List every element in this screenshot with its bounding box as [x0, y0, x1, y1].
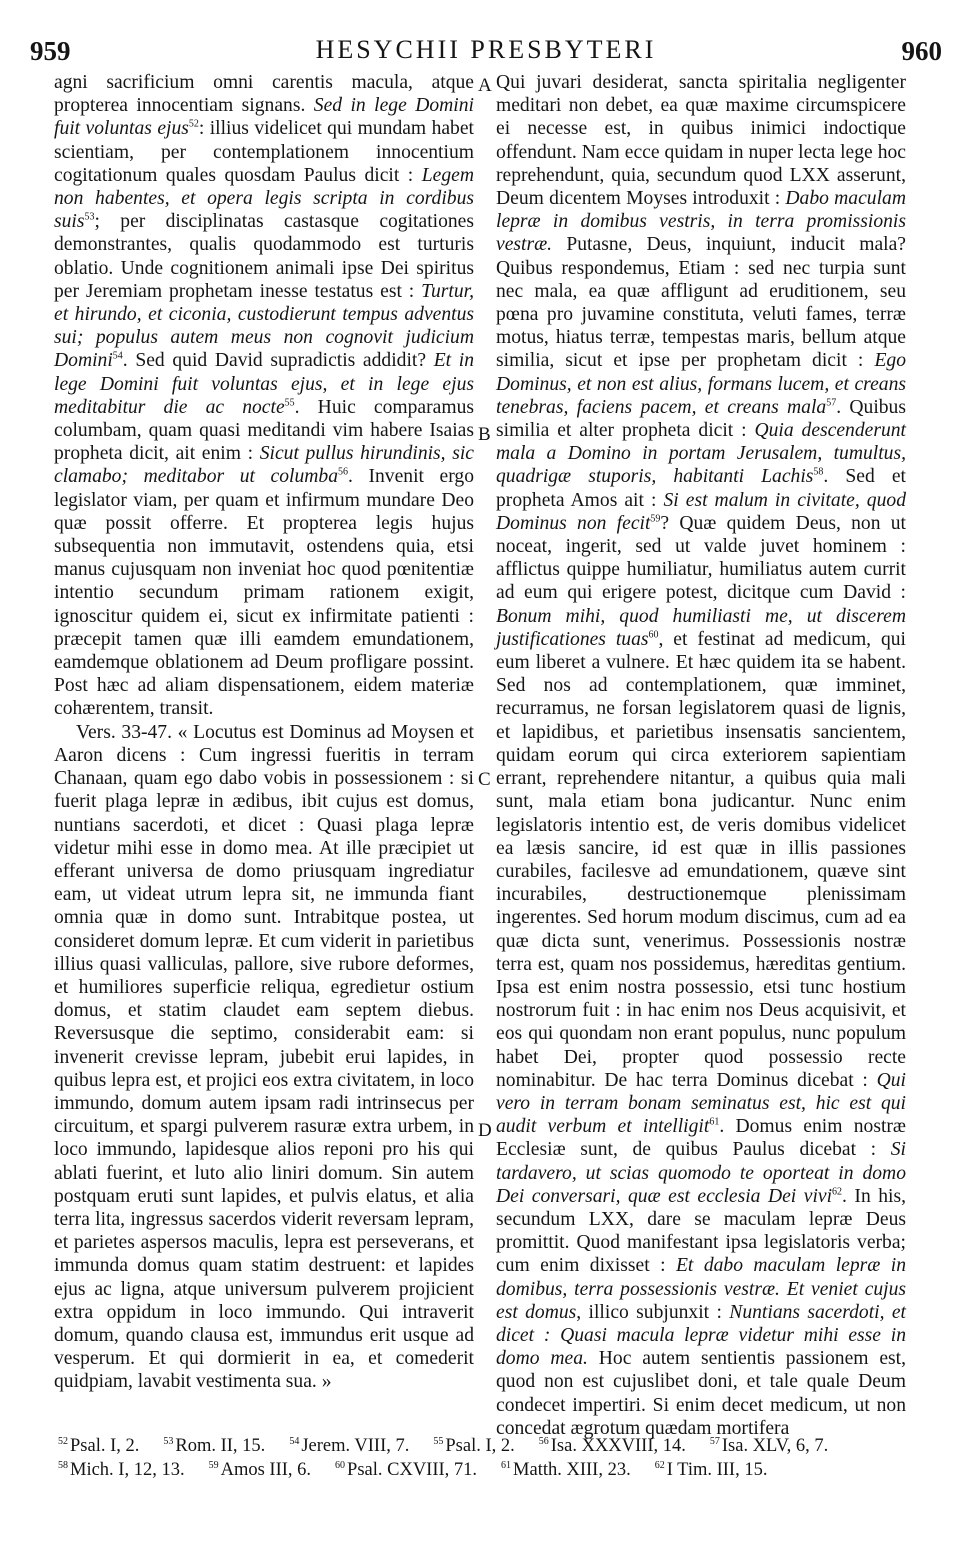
text-segment: Qui juvari desiderat, sancta spiritalia negligenter meditari non debet, ea quæ maxime circumspicere ei necesse est, in quibus inimici indoctique offendunt. Nam ecce quidam in nuper lecta lege hoc reprehendunt, quia, secundum quod LXX asserunt, Deum dicentem Moyses introduxit :	[496, 72, 906, 210]
italic-quote: Turtur, et hirundo, et ciconia, custodierunt tempus adventus sui; populus autem meus non cognovit judicium Domini	[54, 280, 474, 372]
column-number-left: 959	[30, 36, 71, 66]
footnote-text: Amos III, 6.	[220, 1460, 312, 1480]
footnote-number: 62	[654, 1459, 665, 1471]
footnote-text: Isa. XLV, 6, 7.	[721, 1436, 829, 1456]
text-segment: agni sacrificium omni carentis macula, atque propterea innocentiam signans.	[54, 72, 474, 117]
margin-marker-a: A	[478, 75, 492, 96]
text-segment: ; per disciplinatas castasque cogitationes demonstrantes, qualis quodammodo est turturis oblatio. Unde cognitionem animali ipse Dei spiritus per Jeremiam prophetam inesse testatus est :	[54, 211, 474, 302]
margin-marker-d: D	[478, 1120, 492, 1141]
footnote-ref: 54	[112, 350, 123, 362]
text-segment: . Domus enim nostræ Ecclesiæ sunt, de quibus Paulus dicebat :	[496, 1116, 906, 1161]
footnote	[335, 1458, 477, 1482]
page-header	[30, 32, 942, 72]
right-paragraph-1	[496, 71, 906, 1440]
text-segment: . Quibus similia et alter propheta dicit :	[496, 396, 906, 442]
footnote	[58, 1434, 139, 1458]
footnote-text: Psal. I, 2.	[445, 1436, 515, 1456]
footnote-ref: 55	[284, 397, 295, 409]
text-segment: Hoc autem sentientis passionem est, quod non est cujuslibet doni, et tale quale Deum condecet impertiri. Si enim decet medicum, ut non concedat ægrotum quædam mortifera	[496, 1348, 907, 1439]
left-paragraph-2: Vers. 33-47. « Locutus est Dominus ad Moysen et Aaron dicens : Cum ingressi fueritis in terram Chanaan, quam ego dabo vobis in possessionem : si fuerit plaga lepræ in ædibus, ibit cujus est domus, nuntians sacerdoti, et dicet : Quasi plaga lepræ videtur mihi esse in domo mea. At ille præcipiet ut efferant universa de domo priusquam ingrediatur eam, ut videat utrum lepra sit, ne immunda fiant omnia quæ in domo sunt. Intrabitque postea, ut consideret domum lepræ. Et cum viderit in parietibus illius quasi valliculas, pallore, sive rubore deformes, et humiliores superficie reliqua, egredietur ostium domus, et statim claudet eam septem diebus. Reversusque die septimo, considerabit eam: si invenerit crevisse lepram, jubebit erui lapides, in quibus lepra est, et projici eos extra civitatem, in loco immundo, domum autem ipsam radi intrinsecus per circuitum, et spargi pulverem rasuræ extra urbem, in loco immundo, lapidesque alios reponi pro his qui ablati fuerint, et luto alio liniri domum. Sin autem postquam eruti sunt lapides, et pulvis elatus, et alia terra lita, ingressus sacerdos viderit reversam lepram, et parietes aspersos maculis, lepra est perseverans, et immunda domus quam statim destruent: et lapides ejus ac ligna, atque universum pulverem projicient extra oppidum in loco immundo. Qui intraverit domum, quando clausa est, immundus erit usque ad vesperum. Et qui dormierit in ea, et comederit quidpiam, lavabit vestimenta sua. »	[54, 721, 474, 1393]
footnote-ref: 57	[826, 397, 837, 409]
text-segment: Putasne, Deus, inquiunt, inducit mala? Quibus respondemus, Etiam : sed nec turpia sunt nec mala, ea quæ affligunt ad eruditionem, seu pœna pro juvamine constituta, veluti fames, terræ motus, hiatus terræ, tempestas maris, bellum atque similia, sicut et ipse per prophetam dicit :	[496, 234, 906, 372]
footnote-number: 59	[208, 1459, 219, 1471]
footnote-text: Rom. II, 15.	[175, 1436, 266, 1456]
footnote-text: Psal. CXVIII, 71.	[347, 1460, 478, 1480]
footnote-text: I Tim. III, 15.	[666, 1460, 768, 1480]
italic-quote: Bonum mihi, quod humiliasti me, ut discerem justificationes tuas	[496, 605, 906, 650]
footnote-number: 54	[289, 1435, 300, 1447]
text-segment: . Huic comparamus columbam, quam quasi meditandi vim habere Isaias propheta dicit, ait enim :	[54, 396, 474, 465]
italic-quote: Sed in lege Domini fuit voluntas ejus	[54, 95, 474, 140]
footnote	[539, 1434, 686, 1458]
italic-quote: Nuntians sacerdoti, et dicet : Quasi macula lepræ videtur mihi esse in domo mea.	[496, 1301, 906, 1370]
footnote	[433, 1434, 514, 1458]
footnote-ref: 52	[188, 118, 199, 130]
footnote-number: 58	[58, 1459, 68, 1471]
italic-quote: Legem non habentes, et opera legis scripta in cordibus suis	[54, 164, 474, 233]
italic-quote: Si est malum in civitate, quod Dominus non fecit	[496, 489, 906, 534]
text-segment: , illico subjunxit :	[576, 1301, 730, 1323]
text-segment: . In his, secundum LXX, dare se maculam lepræ Deus promittit. Quod manifestant ipsa legislatoris verba; cum enim dixisset :	[496, 1185, 906, 1277]
margin-marker-b: B	[478, 424, 491, 445]
italic-quote: Sicut pullus hirundinis, sic clamabo; meditabor ut columba	[54, 443, 474, 488]
footnote	[655, 1458, 768, 1482]
footnote	[58, 1458, 185, 1482]
italic-quote: Si tardavero, ut scias quomodo te oporteat in domo Dei conversari, quæ est ecclesia Dei vivi	[496, 1139, 906, 1207]
italic-quote: Et in lege Domini fuit voluntas ejus, et in lege ejus meditabitur die ac nocte	[54, 350, 474, 418]
footnote	[289, 1434, 409, 1458]
left-column	[54, 71, 474, 1394]
footnote-ref: 53	[84, 211, 95, 223]
footnote-number: 57	[709, 1435, 720, 1447]
column-number-right: 960	[901, 36, 942, 66]
footnote-number: 56	[538, 1435, 549, 1447]
footnote-number: 55	[433, 1435, 444, 1447]
footnote	[501, 1458, 631, 1482]
footnote-text: Isa. XXXVIII, 14.	[550, 1436, 686, 1456]
left-paragraph-1	[54, 71, 474, 721]
text-segment: : illius videlicet qui mundam habet scientiam, per contemplationem innocentium cogitationum quales quosdam Paulus dicit :	[54, 118, 474, 186]
footnote-ref: 59	[650, 513, 661, 525]
footnote-ref: 62	[832, 1186, 843, 1198]
text-segment: . Sed et propheta Amos ait :	[496, 466, 906, 511]
footnote-number: 52	[58, 1435, 68, 1447]
footnote-line-1	[58, 1434, 916, 1458]
running-title: HESYCHII PRESBYTERI	[315, 35, 657, 64]
footnote-line-2	[58, 1458, 916, 1482]
footnote	[163, 1434, 265, 1458]
footnote-ref: 58	[813, 466, 824, 478]
text-segment: . Invenit ergo legislator viam, per quam et infirmum mundare Deo quæ possit offerre. Et propterea legis hujus subsequentia non immutavit, ostendens quia, etsi manus cujusquam non inveniat hoc quod pœnitentiæ intentio secundum primam rationem exigit, ignoscitur quidem ei, sicut ex infirmitate patienti : præcepit tamen quæ illi eamdem emundationem, eamdemque oblationem ad Deum profligare possint. Post hæc ad aliam dispensationem, eidem materiæ cohærentem, transit.	[54, 466, 475, 720]
right-column	[496, 71, 906, 1440]
footnote-text: Jerem. VIII, 7.	[301, 1436, 410, 1456]
footnote-number: 61	[501, 1459, 512, 1471]
italic-quote: Ego Dominus, et non est alius, formans lucem, et creans tenebras, faciens pacem, et creans mala	[496, 350, 906, 418]
footnote-text: Mich. I, 12, 13.	[70, 1460, 185, 1480]
footnote-number: 53	[163, 1435, 174, 1447]
text-segment: . Sed quid David supradictis addidit?	[122, 350, 434, 372]
margin-marker-c: C	[478, 769, 491, 790]
footnote-ref: 60	[648, 629, 659, 641]
footnote-ref: 61	[709, 1116, 720, 1128]
italic-quote: Dabo maculam lepræ in domibus vestris, in terra promissionis vestræ.	[496, 188, 906, 256]
footnote-text: Matth. XIII, 23.	[513, 1460, 631, 1480]
footnote-number: 60	[335, 1459, 346, 1471]
italic-quote: Qui vero in terram bonam seminatus est, hic est qui audit verbum et intelligit	[496, 1069, 906, 1138]
footnote-text: Psal. I, 2.	[70, 1436, 140, 1456]
italic-quote: Quia descenderunt mala a Domino in portam Jerusalem, tumultus, quadrigæ stuporis, habitanti Lachis	[496, 420, 906, 488]
text-segment: ? Quæ quidem Deus, non ut noceat, ingerit, sed ut valde juvet hominem : afflictus quippe humiliatur, humiliatus autem currit ad eum qui erigere potest, dicitque cum David :	[496, 512, 907, 604]
italic-quote: Et dabo maculam lepræ in domibus, terra possessionis vestræ. Et veniet cujus est domus	[496, 1255, 906, 1323]
text-segment: , et festinat ad medicum, qui eum liberet a vulnere. Et hæc quidem ita se habent. Sed nos ad contemplationem, quæ imminet, recurramus, ne forsan legislatorem quasi de lignis, et lapidibus, et parietibus insensatis sancientem, quidam eorum qui circa exteriorem sapientiam errant, reprehendere nitantur, a quibus quia mali sunt, mala etiam bona judicantur. Nunc enim legislatoris intentio est, de veris domibus videlicet ea læsis sancire, id est quæ in illis passiones curabiles, facilesve ad emundationem, quæve sint incurabiles, destructionemque plenissimam ingerentes. Sed horum modum discimus, cum ad ea quæ dicta sunt, venerimus. Possessionis nostræ terra est, quam nos possidemus, hæreditas gentium. Ipsa est enim nostra possessio, etsi tunc hostium nostrorum fuit : in hac enim nos Deus acquisivit, et eos qui quondam non erant populus, nunc populum habet Dei, propter quod possessio recte nominabitur. De hac terra Dominus dicebat :	[496, 628, 907, 1091]
footnote-ref: 56	[338, 466, 348, 478]
footnote	[710, 1434, 828, 1458]
footnote	[209, 1458, 311, 1482]
footnotes	[58, 1434, 916, 1482]
